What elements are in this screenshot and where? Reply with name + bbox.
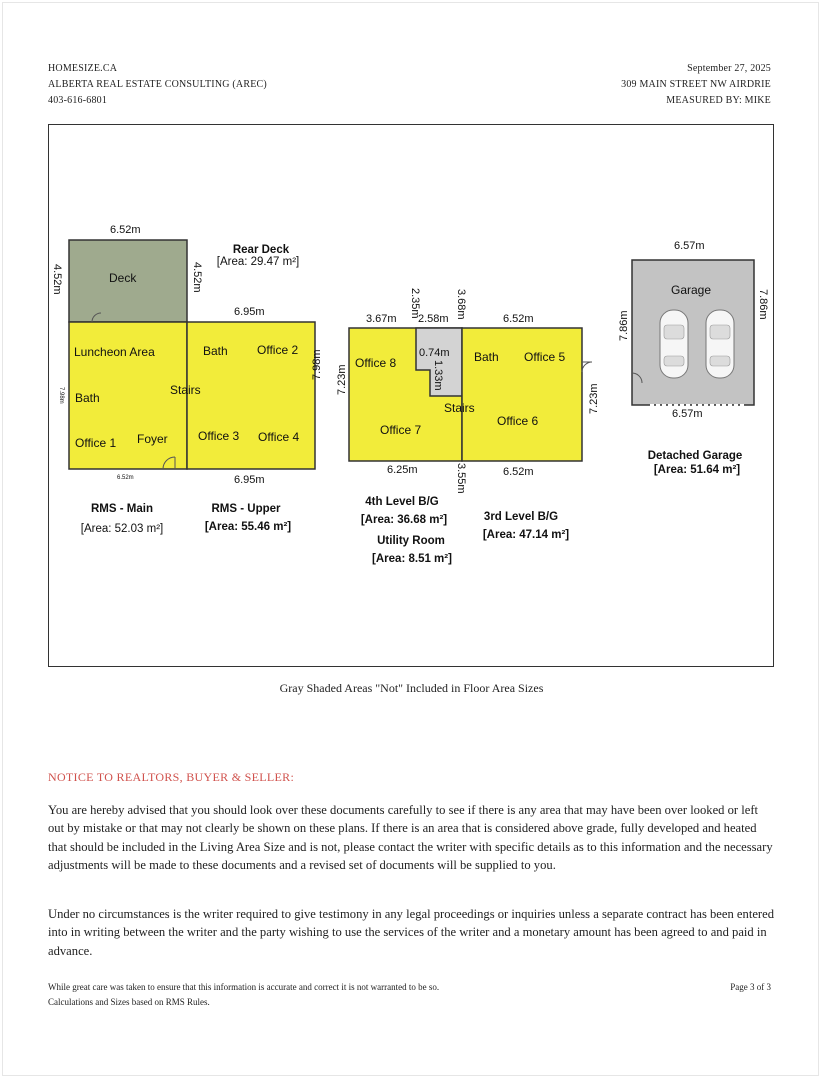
dim-level3-top: 6.52m	[503, 313, 534, 325]
dim-deck-left: 4.52m	[51, 264, 63, 295]
room-label-office-2: Office 2	[257, 343, 299, 357]
footer-disclaimer-line-2: Calculations and Sizes based on RMS Rules.	[48, 997, 210, 1007]
rms-upper-area: [Area: 55.46 m²]	[204, 521, 292, 533]
company-name: ALBERTA REAL ESTATE CONSULTING (AREC)	[48, 79, 267, 90]
utility-area: [Area: 8.51 m²]	[372, 553, 452, 565]
room-label-office-8: Office 8	[355, 356, 397, 370]
rms-main-label: RMS - Main	[91, 503, 153, 515]
dim-level4-center: 3.55m	[455, 463, 467, 494]
car-icon	[706, 310, 734, 378]
rear-deck-area: [Area: 29.47 m²]	[216, 256, 300, 268]
dim-garage-bottom: 6.57m	[672, 408, 703, 420]
report-date: September 27, 2025	[687, 63, 771, 74]
rear-deck-label: Rear Deck	[232, 244, 290, 256]
header-company-block	[48, 61, 267, 109]
garage-label: Detached Garage	[647, 450, 743, 462]
dim-garage-right: 7.86m	[757, 289, 769, 320]
dim-main-top: 6.52m	[110, 224, 141, 236]
garage-area: [Area: 51.64 m²]	[653, 464, 741, 476]
room-label-office-6: Office 6	[497, 414, 539, 428]
room-label-office-4: Office 4	[258, 430, 300, 444]
room-label-level3-bath: Bath	[474, 350, 499, 364]
room-label-garage: Garage	[671, 283, 712, 297]
dim-utility-width: 0.74m	[419, 347, 450, 359]
room-label-office-1: Office 1	[75, 436, 117, 450]
level4-label: 4th Level B/G	[365, 496, 439, 508]
company-website: HOMESIZE.CA	[48, 63, 118, 74]
notice-paragraph-1: You are hereby advised that you should look over these documents carefully to see if there is any area that may have been over looked or left out by mistake or that may not clearly be shown on these plans. If there is an area that is considered above grade, fully developed and heated that should be included in the Living Area Size and is not, please contact the writer with specific details as to this information and the necessary adjustments will be made to these documents and a revised set of documents will be supplied to you.	[48, 803, 773, 873]
room-label-upper-stairs: Stairs	[170, 383, 201, 397]
room-label-deck: Deck	[109, 271, 137, 285]
level3-label: 3rd Level B/G	[483, 511, 559, 523]
dim-upper-bottom: 6.95m	[234, 474, 265, 486]
dim-level4-top-d: 3.68m	[455, 289, 467, 320]
room-label-foyer: Foyer	[137, 432, 168, 446]
dim-utility-height: 1.33m	[432, 360, 444, 391]
header-property-block	[621, 61, 771, 109]
room-label-main-bath: Bath	[75, 391, 100, 405]
room-label-office-7: Office 7	[380, 423, 422, 437]
rms-upper-label: RMS - Upper	[211, 503, 281, 515]
room-label-upper-bath: Bath	[203, 344, 228, 358]
dim-level4-bottom: 6.25m	[387, 464, 418, 476]
level3-floor	[462, 328, 582, 461]
dim-garage-top: 6.57m	[674, 240, 705, 252]
dim-main-bottom: 6.52m	[117, 475, 134, 481]
notice-paragraph-2: Under no circumstances is the writer required to give testimony in any legal proceedings or inquiries unless a separate contract has been entered into in writing between the writer and the party wishing to use the services of the writer and a monetary amount has been agreed to and paid in advance.	[48, 907, 774, 958]
dim-level3-bottom: 6.52m	[503, 466, 534, 478]
dim-level4-top-b: 2.35m	[409, 288, 421, 319]
dim-main-left-small: 7.98m	[58, 387, 64, 404]
dim-level4-top-a: 3.67m	[366, 313, 397, 325]
dim-level3-right: 7.23m	[588, 383, 600, 414]
level3-area: [Area: 47.14 m²]	[482, 529, 570, 541]
measured-by: MEASURED BY: MIKE	[666, 95, 771, 106]
room-label-luncheon: Luncheon Area	[74, 345, 155, 359]
garage-floor	[632, 260, 754, 405]
property-address: 309 MAIN STREET NW AIRDRIE	[621, 79, 771, 90]
level3-door-swing	[582, 362, 592, 372]
rms-main-area: [Area: 52.03 m²]	[80, 523, 164, 535]
level4-area: [Area: 36.68 m²]	[360, 514, 448, 526]
dim-deck-right: 4.52m	[191, 262, 203, 293]
dim-upper-top: 6.95m	[234, 306, 265, 318]
footer-disclaimer	[48, 980, 439, 1010]
dim-level4-left: 7.23m	[336, 364, 348, 395]
utility-label: Utility Room	[377, 535, 445, 547]
page-number: Page 3 of 3	[730, 982, 771, 992]
notice-title: NOTICE TO REALTORS, BUYER & SELLER:	[48, 770, 295, 784]
room-label-office-5: Office 5	[524, 350, 566, 364]
room-label-office-3: Office 3	[198, 429, 240, 443]
floor-plan	[48, 124, 774, 667]
dim-upper-right: 7.98m	[311, 349, 323, 380]
footer-disclaimer-line-1: While great care was taken to ensure that this information is accurate and correct it is not warranted to be so.	[48, 982, 440, 992]
dim-garage-left: 7.86m	[618, 310, 630, 341]
dim-level4-top-c: 2.58m	[418, 313, 449, 325]
plan-caption: Gray Shaded Areas "Not" Included in Floor Area Sizes	[279, 681, 544, 695]
company-phone: 403-616-6801	[48, 95, 108, 106]
car-icon	[660, 310, 688, 378]
room-label-level3-stairs: Stairs	[444, 401, 475, 415]
